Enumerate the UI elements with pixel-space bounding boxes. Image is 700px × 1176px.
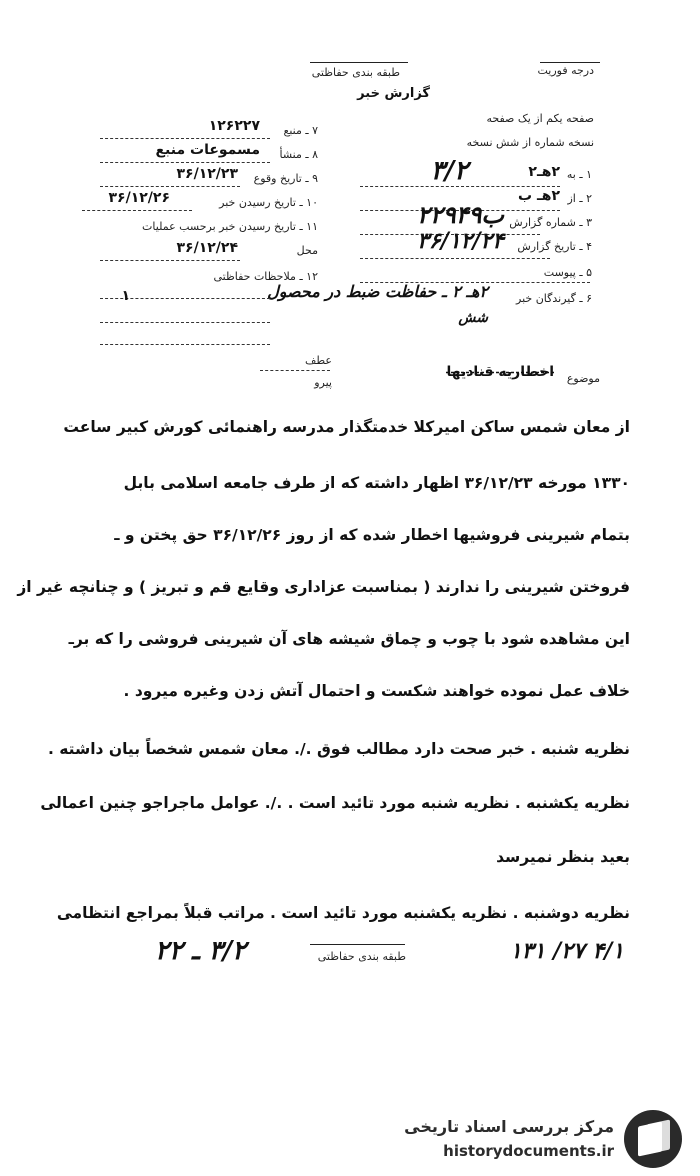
body-line-2: ۱۳۳۰ مورخه ۳۶/۱۲/۲۳ اظهار داشته که از طرف جامعه اسلامی بابل — [123, 474, 630, 492]
opinion-sunday: نظریه یکشنبه . نظریه شنبه مورد تائید است . ./. عوامل ماجراجو چنین اعمالی — [40, 794, 630, 812]
urgency-label: درجه فوریت — [537, 64, 594, 77]
origin-label: ۸ ـ منشأ — [279, 148, 318, 161]
urgency-rule — [540, 62, 600, 63]
footer-left-code: ۳/۲ ـ ۲۲ — [154, 936, 246, 966]
footer-classification: طبقه بندی حفاظتی — [317, 950, 406, 963]
report-date-rule — [360, 258, 550, 259]
prior-ref-label: پیرو — [314, 376, 332, 389]
watermark-url: historydocuments.ir — [443, 1142, 614, 1160]
report-title: گزارش خبر — [357, 86, 430, 101]
subject-value: اخطاریه قنادیها — [446, 364, 554, 380]
opinion-saturday: نظریه شنبه . خبر صحت دارد مطالب فوق ./. معان شمس شخصاً بیان داشته . — [47, 740, 630, 758]
opinion-monday: نظریه دوشنبه . نظریه یکشنبه مورد تائید است . مراتب قبلاً بمراجع انتظامی — [56, 904, 630, 922]
received-date-value: ۳۶/۱۲/۲۶ — [108, 190, 170, 206]
remarks-value: ۱ — [121, 288, 130, 304]
copy-number-label: نسخه شماره از شش نسخه — [466, 136, 594, 149]
to-value: ۲هـ۲ — [528, 164, 560, 180]
opinion-sunday-cont: بعید بنظر نمیرسد — [496, 848, 630, 866]
place-rule — [100, 260, 240, 261]
event-date-value: ۳۶/۱۲/۲۳ — [176, 166, 238, 182]
body-line-3: بتمام شیرینی فروشیها اخطار شده که از روز ۳۶/۱۲/۲۶ حق پختن و ـ — [114, 526, 630, 544]
recipients-value: ۲هـ ۲ ـ حفاظت ضبط در محصول — [267, 282, 488, 301]
from-label: ۲ ـ از — [567, 192, 592, 205]
place-value: ۳۶/۱۲/۲۴ — [176, 240, 238, 256]
origin-rule — [100, 162, 270, 163]
origin-value: مسموعات منبع — [155, 142, 260, 158]
source-value: ۱۲۶۲۲۷ — [208, 118, 260, 134]
place-label: محل — [296, 244, 318, 257]
received-date-label: ۱۰ ـ تاریخ رسیدن خبر — [219, 196, 318, 209]
reference-label: عطف — [305, 354, 332, 367]
report-number-label: ۳ ـ شماره گزارش — [509, 216, 592, 229]
from-value: ۲هـ ب — [518, 188, 560, 204]
event-date-label: ۹ ـ تاریخ وقوع — [253, 172, 318, 185]
classification-top: طبقه بندی حفاظتی — [311, 66, 400, 79]
report-number-value: ب۲۲۹۴۹ — [416, 200, 504, 229]
received-date-rule — [82, 210, 192, 211]
subject-label: موضوع — [566, 372, 600, 385]
footer-right-code: ۴/۱ ۲۷/ ۱۳۱ — [509, 938, 624, 964]
page-count-label: صفحه یکم از یک صفحه — [486, 112, 594, 125]
to-handwritten: ۳/۲ — [430, 156, 468, 186]
watermark-org-name: مرکز بررسی اسناد تاریخی — [404, 1117, 614, 1136]
attachment-label: ۵ ـ پیوست — [543, 266, 592, 279]
event-date-rule — [100, 186, 240, 187]
to-label: ۱ ـ به — [566, 168, 592, 181]
archive-logo-icon — [624, 1110, 682, 1168]
body-line-5: این مشاهده شود با چوب و چماق شیشه های آن شیرینی فروشی را که برـ — [68, 630, 630, 648]
footer-classification-rule — [310, 944, 405, 945]
reference-rule — [260, 370, 330, 371]
classification-rule — [310, 62, 408, 63]
source-rule — [100, 138, 270, 139]
body-line-4: فروختن شیرینی را ندارند ( بمناسبت عزاداری وقایع قم و تبریز ) و چنانچه غیر از — [17, 578, 630, 596]
remarks-label: ۱۲ ـ ملاحظات حفاظتی — [213, 270, 318, 283]
recipients-handwritten: شش — [458, 310, 488, 326]
body-line-1: از معان شمس ساکن امیرکلا خدمتگذار مدرسه راهنمائی کورش کبیر ساعت — [63, 418, 630, 436]
remarks-rule-2 — [100, 322, 270, 323]
report-date-label: ۴ ـ تاریخ گزارش — [517, 240, 592, 253]
report-date-value: ۳۶/۱۲/۲۴ — [417, 228, 504, 254]
body-line-6: خلاف عمل نموده خواهند شکست و احتمال آتش زدن وغیره میرود . — [123, 682, 630, 700]
source-label: ۷ ـ منبع — [283, 124, 318, 137]
remarks-rule-3 — [100, 344, 270, 345]
to-rule — [360, 186, 560, 187]
recipients-label: ۶ ـ گیرندگان خبر — [516, 292, 592, 305]
ops-date-label: ۱۱ ـ تاریخ رسیدن خبر برحسب عملیات — [142, 220, 318, 233]
